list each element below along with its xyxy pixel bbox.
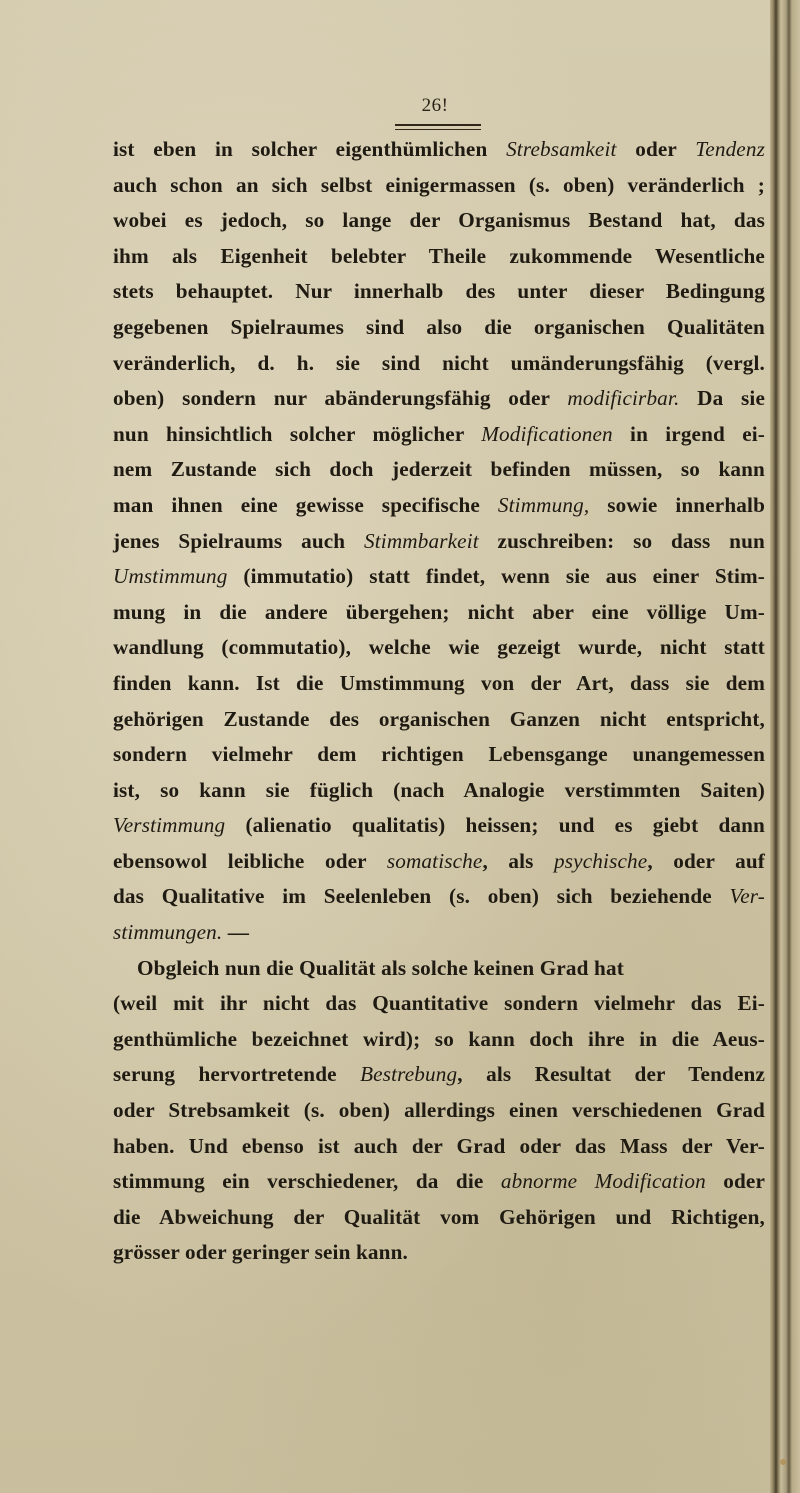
text-line <box>113 239 765 275</box>
text-line <box>113 666 765 702</box>
text-line <box>113 737 765 773</box>
emphasized-term: Verstimmung <box>113 813 226 838</box>
emphasized-term: Stimmbarkeit <box>364 528 479 553</box>
text-line <box>113 1129 765 1165</box>
text-segment: oben) sondern nur abänderungsfähig oder <box>113 386 568 411</box>
text-line <box>113 559 765 595</box>
text-line <box>113 1200 765 1236</box>
text-segment: , als <box>482 848 555 873</box>
text-line <box>113 1235 765 1271</box>
text-line <box>113 274 765 310</box>
text-segment: nun hinsichtlich solcher möglicher <box>113 421 482 446</box>
text-segment: sondern vielmehr dem richtigen Lebensgange unangemessen <box>113 742 765 767</box>
text-line <box>113 132 765 168</box>
text-segment: gehörigen Zustande des organischen Ganzen nicht entspricht, <box>113 706 765 731</box>
text-segment: oder <box>705 1169 766 1194</box>
book-binding-edge <box>770 0 800 1493</box>
text-segment: zuschreiben: so dass nun <box>478 528 765 553</box>
text-line <box>113 879 765 915</box>
emphasized-term: modificirbar. <box>567 386 680 411</box>
emphasized-term: stimmungen. <box>113 920 223 945</box>
text-line <box>113 986 765 1022</box>
text-segment: — <box>222 920 250 945</box>
text-segment: (weil mit ihr nicht das Quantitative sondern vielmehr das Ei- <box>113 991 765 1016</box>
text-segment: oder Strebsamkeit (s. oben) allerdings einen verschiedenen Grad <box>113 1098 765 1123</box>
text-segment: grösser oder geringer sein kann. <box>113 1240 408 1265</box>
text-segment: mung in die andere übergehen; nicht aber eine völlige Um- <box>113 599 765 624</box>
text-segment: haben. Und ebenso ist auch der Grad oder das Mass der Ver- <box>113 1133 765 1158</box>
text-segment: die Abweichung der Qualität vom Gehörigen und Richtigen, <box>113 1204 765 1229</box>
emphasized-term: Tendenz <box>695 137 766 161</box>
text-line <box>113 773 765 809</box>
text-line <box>113 310 765 346</box>
page-number-double-rule <box>395 124 481 130</box>
page-number: 26! <box>421 95 449 116</box>
text-line <box>113 1164 765 1200</box>
text-line <box>113 702 765 738</box>
emphasized-term: somatische <box>386 848 483 873</box>
text-line <box>113 951 765 987</box>
paper-stain <box>780 1459 786 1465</box>
body-text <box>113 132 765 1271</box>
text-segment: ist, so kann sie füglich (nach Analogie verstimmten Saiten) <box>113 777 765 802</box>
text-segment: finden kann. Ist die Umstimmung von der Art, dass sie dem <box>113 670 765 695</box>
text-segment: , als Resultat der Tendenz <box>457 1062 765 1087</box>
text-segment: stets behauptet. Nur innerhalb des unter dieser Bedingung <box>113 279 765 304</box>
emphasized-term: Strebsamkeit <box>506 137 617 161</box>
text-line <box>113 452 765 488</box>
emphasized-term: Ver- <box>729 884 765 909</box>
text-segment: genthümliche bezeichnet wird); so kann doch ihre in die Aeus- <box>113 1026 765 1051</box>
text-line <box>113 1057 765 1093</box>
text-line <box>113 595 765 631</box>
text-line <box>113 524 765 560</box>
text-line <box>113 168 765 204</box>
emphasized-term: Modificationen <box>481 421 613 446</box>
emphasized-term: Stimmung, <box>497 492 590 517</box>
text-segment: serung hervortretende <box>113 1062 361 1087</box>
text-segment: auch schon an sich selbst einigermassen (s. oben) veränderlich ; <box>113 172 765 197</box>
text-segment: das Qualitative im Seelenleben (s. oben) sich beziehende <box>113 884 730 909</box>
text-line <box>113 630 765 666</box>
emphasized-term: abnorme Modification <box>500 1169 706 1194</box>
text-segment: gegebenen Spielraumes sind also die organischen Qualitäten <box>113 314 765 339</box>
text-line <box>113 1093 765 1129</box>
text-segment: man ihnen eine gewisse specifische <box>113 492 498 517</box>
text-line <box>113 346 765 382</box>
text-segment: (alienatio qualitatis) heissen; und es giebt dann <box>225 813 765 838</box>
text-line <box>113 488 765 524</box>
text-segment: stimmung ein verschiedener, da die <box>113 1169 501 1194</box>
text-line <box>113 381 765 417</box>
text-segment: ist eben in solcher eigenthümlichen <box>113 137 507 161</box>
text-segment: Da sie <box>679 386 765 411</box>
text-line <box>113 915 765 951</box>
text-segment: jenes Spielraums auch <box>113 528 364 553</box>
text-line <box>113 1022 765 1058</box>
text-segment: in irgend ei- <box>612 421 765 446</box>
text-line <box>113 844 765 880</box>
text-segment: ihm als Eigenheit belebter Theile zukommende Wesentliche <box>113 243 765 268</box>
text-segment: sowie innerhalb <box>589 492 765 517</box>
emphasized-term: psychische <box>554 848 648 873</box>
text-line <box>113 808 765 844</box>
text-line <box>113 417 765 453</box>
text-segment: veränderlich, d. h. sie sind nicht umänderungsfähig (vergl. <box>113 350 765 375</box>
text-segment: Obgleich nun die Qualität als solche keinen Grad hat <box>137 955 624 980</box>
text-segment: wobei es jedoch, so lange der Organismus Bestand hat, das <box>113 208 765 233</box>
text-segment: wandlung (commutatio), welche wie gezeigt wurde, nicht statt <box>113 635 765 660</box>
emphasized-term: Umstimmung <box>113 564 228 589</box>
text-segment: nem Zustande sich doch jederzeit befinden müssen, so kann <box>113 457 765 482</box>
text-segment: (immutatio) statt findet, wenn sie aus einer Stim- <box>227 564 765 589</box>
text-line <box>113 203 765 239</box>
text-segment: oder <box>616 137 696 161</box>
text-segment: ebensowol leibliche oder <box>113 848 387 873</box>
emphasized-term: Bestrebung <box>360 1062 458 1087</box>
text-segment: , oder auf <box>647 848 765 873</box>
